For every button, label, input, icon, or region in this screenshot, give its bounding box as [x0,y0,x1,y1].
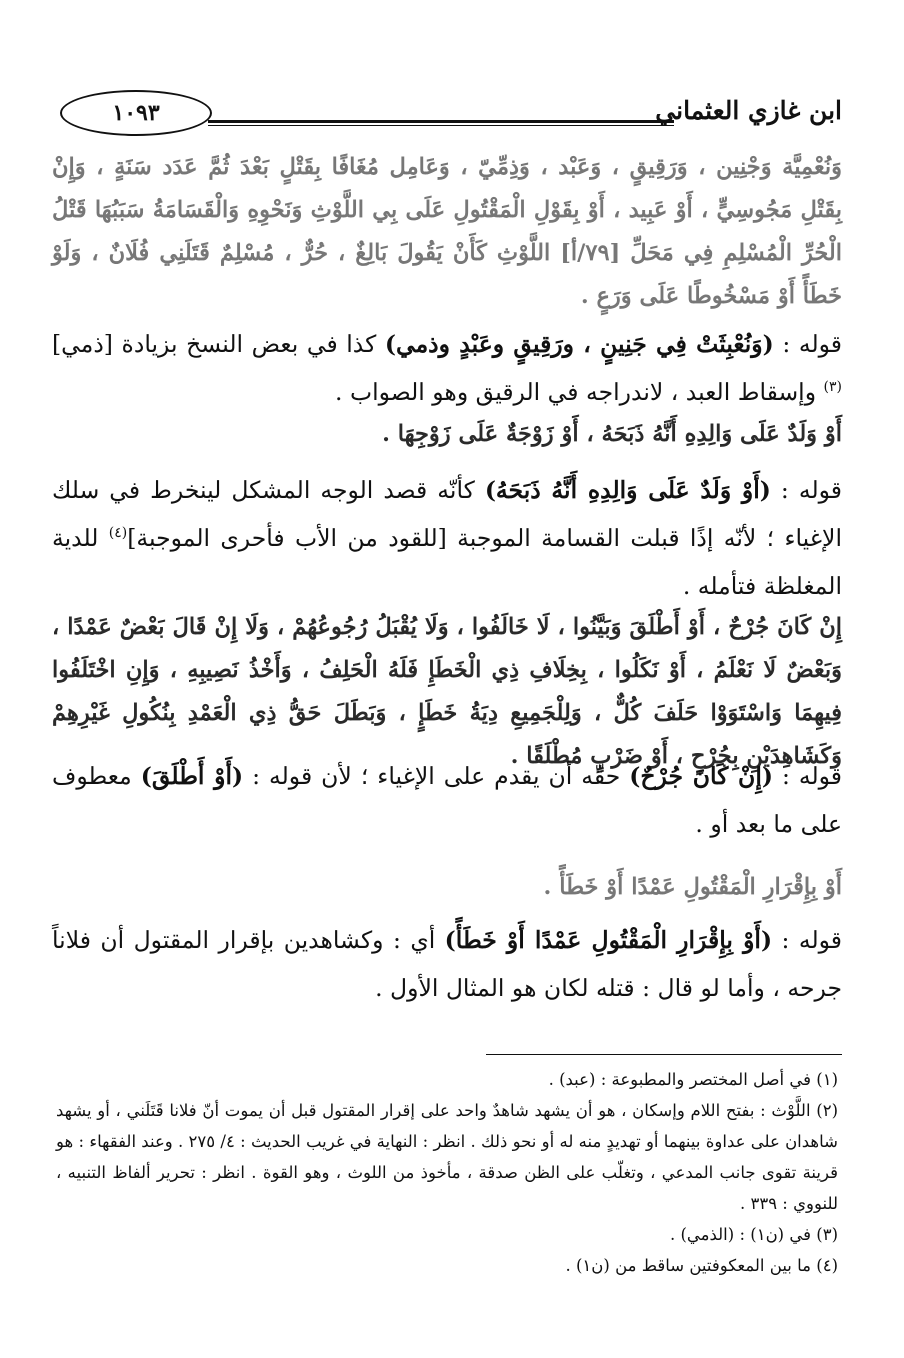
page-number [60,90,212,136]
quoted-matn: (أَوْ بِإِقْرَارِ الْمَقْتُولِ عَمْدًا أَوْ خَطَأً) [444,926,773,954]
commentary-3 [52,752,842,848]
quoted-matn: (إِنْ كَانَ جُرْحٌ) [629,762,773,790]
commentary-text: معطوف على ما بعد أو . [52,762,842,838]
page-header [60,82,842,144]
matn-text-3: إِنْ كَانَ جُرْحٌ ، أَوْ أَطْلَقَ وَبَيَّنُوا ، لَا خَالَفُوا ، وَلَا يُقْبَلُ رُجُوعُهُمْ ، وَلَا إِنْ قَالَ بَعْضٌ عَمْدًا ، وَبَعْضٌ لَا نَعْلَمُ ، أَوْ نَكَلُوا ، بِخِلَافِ ذِي الْخَطَإِ فَلَهُ الْحَلِفُ ، وَأَخْذُ نَصِيبِهِ ، وَإِنِ اخْتَلَفُوا فِيهِمَا وَاسْتَوَوْا حَلَفَ كُلٌّ ، وَلِلْجَمِيعِ دِيَةُ خَطَإٍ ، وَبَطَلَ حَقُّ ذِي الْعَمْدِ بِنُكُولِ غَيْرِهِمْ وَكَشَاهِدَيْنِ بِجُرْحٍ ، أَوْ ضَرْبٍ مُطْلَقًا . [52,614,842,769]
footnote-4: (٤) ما بين المعكوفتين ساقط من (ن١) . [565,1256,838,1275]
footnotes [56,1064,838,1281]
matn-text-1: وَنُعْمِيَّة وَجْنِين ، وَرَقِيقٍ ، وَعَبْد ، وَذِمِّيّ ، وَعَامِل مُغَافًا بِقَتْلٍ بَعْدَ ثُمَّ عَدَد سَنَةٍ ، وَإِنْ بِقَتْلِ مَجُوسِيٍّ ، أَوْ عَبِيد ، أَوْ بِقَوْلِ الْمَقْتُولِ عَلَى بِي اللَّوْثِ وَنَحْوِهِ وَالْقَسَامَةُ سَبَبُهَا قَتْلُ الْحُرِّ الْمُسْلِمِ فِي مَحَلِّ [٧٩/أ] اللَّوْثِ كَأَنْ يَقُولَ بَالِغٌ ، حُرٌّ ، مُسْلِمٌ قَتَلَنِي فُلَانٌ ، وَلَوْ خَطَأً أَوْ مَسْخُوطًا عَلَى وَرَعٍ . [52,154,842,309]
commentary-text: كأنّه قصد الوجه المشكل لينخرط في سلك الإغياء ؛ لأنّه إذًا قبلت القسامة الموجبة [للقود من الأب فأحرى الموجبة] [52,476,842,552]
matn-text-4: أَوْ بِإِقْرَارِ الْمَقْتُولِ عَمْدًا أَوْ خَطَأً . [543,874,842,900]
commentary-4 [52,916,842,1012]
page-number-text: ١٠٩٣ [112,100,160,126]
running-title: ابن غازي العثماني [655,96,842,125]
quoted-matn: (وَنُعْبِثَتْ فِي جَنِينٍ ، ورَقِيقٍ وعَبْدٍ وذمي) [384,330,774,358]
commentary-lead: قوله : [772,926,842,954]
commentary-lead: قوله : [770,476,842,504]
footnote-3: (٣) في (ن١) : (الذمي) . [669,1225,838,1244]
commentary-text: أي : وكشاهدين بإقرار المقتول أن فلاناً جرحه ، وأما لو قال : قتله لكان هو المثال الأول . [52,926,842,1002]
commentary-lead: قوله : [772,762,843,790]
commentary-text: للدية المغلظة فتأمله . [52,524,842,600]
footnote-rule [486,1054,842,1055]
commentary-text: وإسقاط العبد ، لاندراجه في الرقيق وهو الصواب . [335,378,824,406]
commentary-2 [52,466,842,610]
quoted-matn: (أَوْ أَطْلَقَ) [140,762,244,790]
commentary-lead: قوله : [773,330,842,358]
matn-text-2: أَوْ وَلَدٌ عَلَى وَالِدِهِ أَنَّهُ ذَبَحَهُ ، أَوْ زَوْجَةٌ عَلَى زَوْجِهَا . [382,421,842,447]
quoted-matn: (أَوْ وَلَدٌ عَلَى وَالِدِهِ أَنَّهُ ذَبَحَهُ) [484,476,771,504]
footnote-marker: (٤) [108,525,128,542]
footnote-1: (١) في أصل المختصر والمطبوعة : (عبد) . [548,1070,838,1089]
commentary-text: حقّه أن يقدم على الإغياء ؛ لأن قوله : [243,762,630,790]
header-rule [208,120,674,126]
commentary-1 [52,320,842,416]
footnote-marker: (٣) [823,379,842,396]
commentary-text: كذا في بعض النسخ بزيادة [ذمي] [52,330,385,358]
footnote-2: (٢) اللَّوْث : بفتح اللام وإسكان ، هو أن يشهد شاهدٌ واحد على إقرار المقتول قبل أن يموت أنّ فلانا قَتَلَني ، أو يشهد شاهدان على عداوة بينهما أو تهديدٍ منه له أو نحو ذلك . انظر : النهاية في غريب الحديث : ٤/ ٢٧٥ . وعند الفقهاء : هو قرينة تقوى جانب المدعي ، وتغلّب على الظن صدقة ، مأخوذ من اللوث ، وهو القوة . انظر : تحرير ألفاظ التنبيه ، للنووي : ٣٣٩ . [56,1101,838,1213]
